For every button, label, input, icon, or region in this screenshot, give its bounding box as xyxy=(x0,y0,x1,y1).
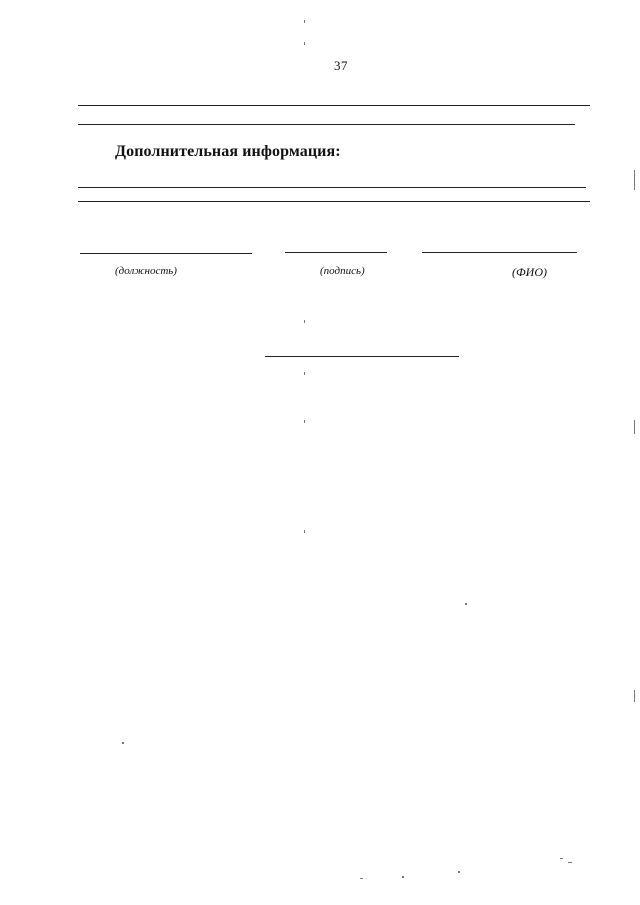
page-number: 37 xyxy=(334,58,348,73)
scan-speck xyxy=(634,690,635,702)
scan-speck xyxy=(304,420,305,423)
scan-speck xyxy=(304,530,305,533)
additional-info-heading: Дополнительная информация: xyxy=(115,143,341,160)
scan-speck xyxy=(360,878,363,879)
additional-info-line-1 xyxy=(78,187,586,188)
fill-line-1 xyxy=(78,105,590,106)
name-caption: (ФИО) xyxy=(512,265,547,279)
scan-speck xyxy=(304,42,305,45)
scan-speck xyxy=(568,862,572,863)
end-separator-line xyxy=(265,356,459,357)
scan-speck xyxy=(304,20,305,23)
position-caption: (должность) xyxy=(115,265,177,277)
scan-speck xyxy=(402,876,404,878)
scan-speck xyxy=(122,742,124,744)
scan-speck xyxy=(634,420,635,434)
fill-line-2 xyxy=(78,124,575,125)
scan-speck xyxy=(560,858,563,859)
position-line xyxy=(80,253,252,254)
scan-speck xyxy=(304,372,305,375)
scan-speck xyxy=(465,603,467,605)
signature-caption: (подпись) xyxy=(320,265,365,277)
scan-speck xyxy=(304,320,305,323)
scan-speck xyxy=(634,170,635,190)
additional-info-line-2 xyxy=(78,201,590,202)
signature-line xyxy=(285,252,387,253)
name-line xyxy=(422,252,577,253)
scan-speck xyxy=(458,871,460,873)
